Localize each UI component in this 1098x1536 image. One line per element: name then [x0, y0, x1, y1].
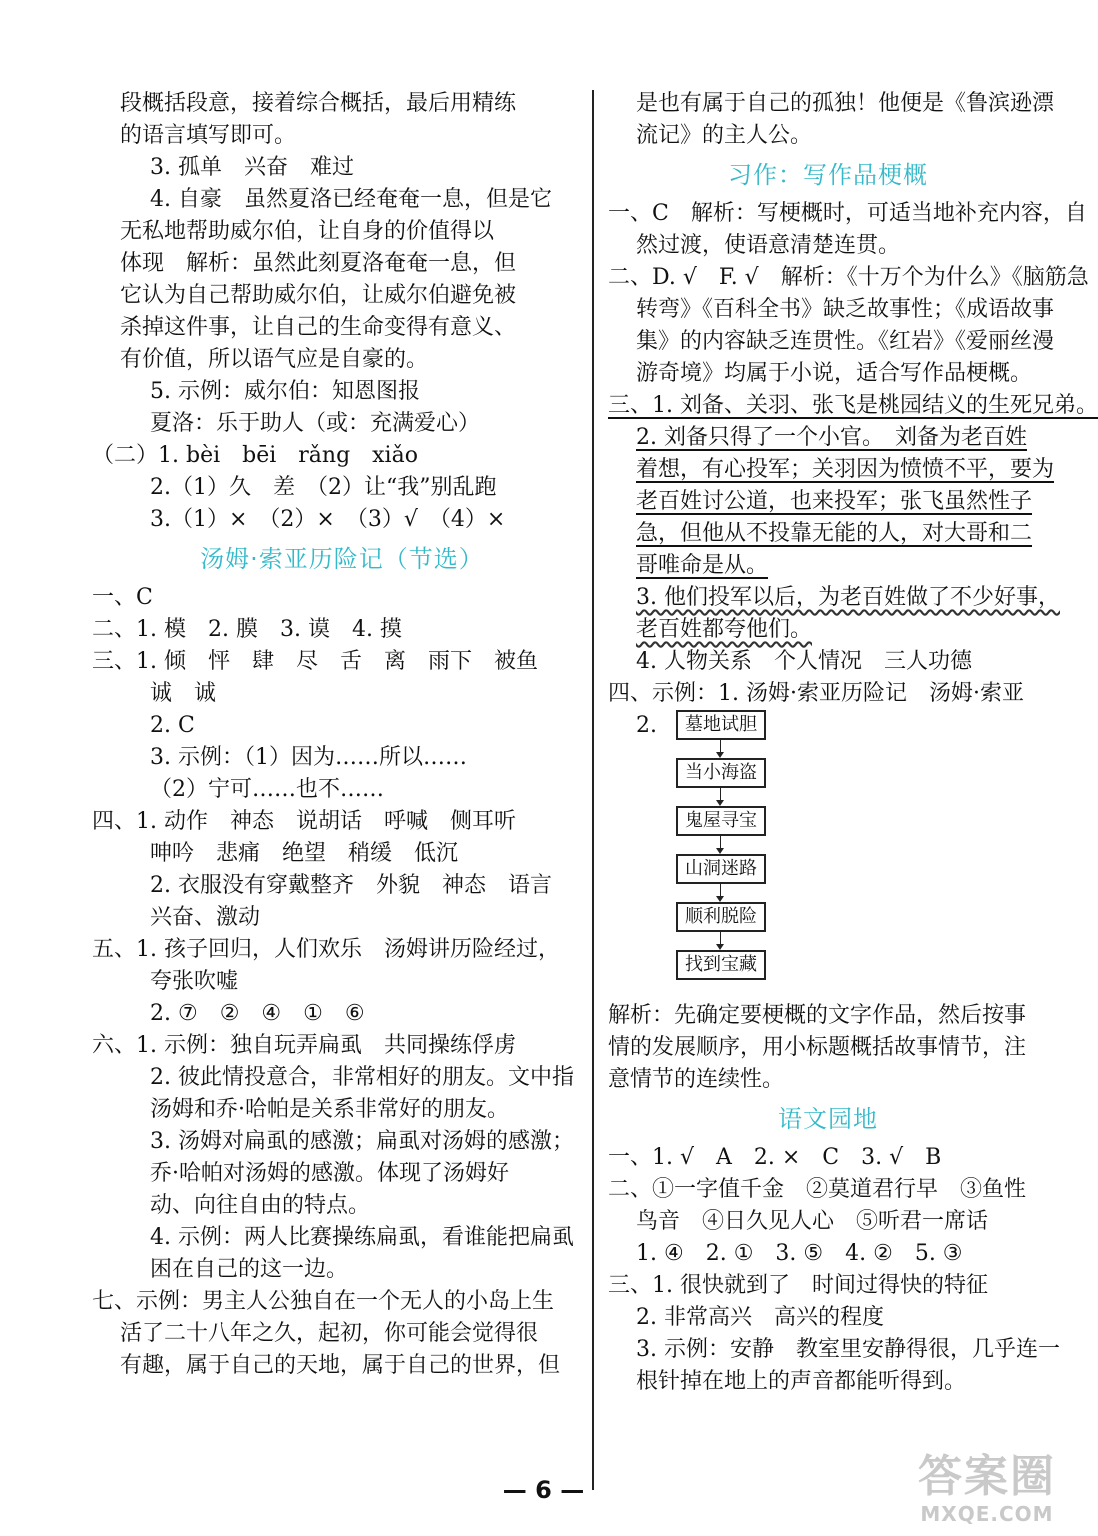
answer-text: 六、1. 示例：独自玩弄扁虱 共同操练俘虏	[92, 1033, 516, 1058]
answer-text: 动、向往自由的特点。	[150, 1193, 371, 1218]
answer-line	[608, 230, 1048, 262]
section-heading-writing: 习作：写作品梗概	[728, 161, 928, 189]
answer-line	[608, 1238, 1048, 1270]
answer-text: 5. 示例：威尔伯：知恩图报	[150, 379, 420, 404]
answer-line	[92, 998, 592, 1030]
answer-text: 转弯》《百科全书》缺乏故事性；《成语故事	[636, 297, 1055, 322]
flowchart-section	[608, 710, 1048, 1000]
answer-text: 4. 人物关系 个人情况 三人功德	[636, 649, 972, 674]
answer-line	[92, 248, 592, 280]
answer-text: 急，但他从不投靠无能的人，对大哥和二	[636, 521, 1033, 546]
answer-text: 四、1. 动作 神态 说胡话 呼喊 侧耳听	[92, 809, 516, 834]
answer-line	[92, 1286, 592, 1318]
answer-line	[608, 486, 1048, 518]
answer-line	[608, 1142, 1048, 1174]
answer-text: 体现 解析：虽然此刻夏洛奄奄一息，但	[120, 251, 517, 276]
answer-text: 2.（1）久 差 （2）让“我”别乱跑	[150, 475, 497, 500]
answer-text: 2. ⑦ ② ④ ① ⑥	[150, 1001, 365, 1026]
story-flowchart	[676, 710, 796, 990]
answer-text: 3. 孤单 兴奋 难过	[150, 155, 354, 180]
column-divider	[592, 90, 594, 1490]
answer-line	[92, 742, 592, 774]
flowchart-arrow	[720, 836, 721, 852]
answer-text: 有价值，所以语气应是自豪的。	[120, 347, 429, 372]
answer-text: 2. 刘备只得了一个小官。 刘备为老百姓	[636, 425, 1027, 450]
flowchart-arrow	[720, 884, 721, 900]
answer-line	[92, 376, 592, 408]
answer-text: 乔·哈帕对汤姆的感激。体现了汤姆好	[150, 1161, 509, 1186]
answer-line	[92, 614, 592, 646]
answer-text: 根针掉在地上的声音都能听得到。	[636, 1369, 967, 1394]
answer-text: 无私地帮助威尔伯，让自身的价值得以	[120, 219, 495, 244]
answer-text: 3. 示例：安静 教室里安静得很，几乎连一	[636, 1337, 1060, 1362]
answer-line	[92, 216, 592, 248]
answer-line	[92, 184, 592, 216]
flowchart-analysis	[608, 1000, 1048, 1096]
answer-text: 老百姓讨公道，也来投军；张飞虽然性子	[636, 489, 1033, 514]
answer-text: 2. 彼此情投意合，非常相好的朋友。文中指	[150, 1065, 574, 1090]
answer-line	[92, 88, 592, 120]
answer-text: 汤姆和乔·哈帕是关系非常好的朋友。	[150, 1097, 509, 1122]
answer-line	[608, 1174, 1048, 1206]
answer-text: 夏洛：乐于助人（或：充满爱心）	[150, 411, 481, 436]
answer-text: 情的发展顺序，用小标题概括故事情节，注	[608, 1035, 1027, 1060]
answer-line	[92, 440, 592, 472]
answer-line	[92, 472, 592, 504]
answer-text: 一、1. √ A 2. × C 3. √ B	[608, 1145, 942, 1170]
answer-text: 意情节的连续性。	[608, 1067, 785, 1092]
answer-text: 着想，有心投军；关羽因为愤愤不平，要为	[636, 457, 1055, 482]
answer-line	[608, 358, 1048, 390]
answer-text: 七、示例：男主人公独自在一个无人的小岛上生	[92, 1289, 555, 1314]
flowchart-arrow	[720, 740, 721, 756]
section-heading-tom-sawyer: 汤姆·索亚历险记（节选）	[200, 545, 484, 573]
answer-text: 是也有属于自己的孤独！他便是《鲁滨逊漂	[636, 91, 1055, 116]
answer-line	[608, 614, 1048, 646]
flowchart-step: 顺利脱险	[676, 902, 766, 932]
answer-text: 4. 示例：两人比赛操练扁虱，看谁能把扁虱	[150, 1225, 574, 1250]
answer-line	[92, 152, 592, 184]
answer-line	[92, 1158, 592, 1190]
answer-line	[608, 518, 1048, 550]
answer-text: 困在自己的这一边。	[150, 1257, 349, 1282]
answer-line	[92, 902, 592, 934]
answer-text: 2. 非常高兴 高兴的程度	[636, 1305, 884, 1330]
answer-text: 杀掉这件事，让自己的生命变得有意义、	[120, 315, 517, 340]
answer-line	[608, 198, 1087, 230]
answer-line	[92, 344, 592, 376]
answer-text: 三、1. 很快就到了 时间过得快的特征	[608, 1273, 988, 1298]
answer-line	[92, 582, 592, 614]
answer-line	[608, 678, 1048, 710]
flowchart-step: 山洞迷路	[676, 854, 766, 884]
writing-answers	[608, 198, 1098, 710]
answer-line	[92, 838, 592, 870]
answer-line	[608, 1032, 1048, 1064]
answer-line	[92, 678, 592, 710]
left-top-section	[92, 88, 592, 536]
right-column	[608, 88, 1098, 1398]
answer-line	[608, 120, 1048, 152]
answer-line	[608, 454, 1055, 486]
answer-text: 4. 自豪 虽然夏洛已经奄奄一息，但是它	[150, 187, 552, 212]
answer-text: 有趣，属于自己的天地，属于自己的世界，但	[120, 1353, 561, 1378]
answer-line	[92, 120, 592, 152]
answer-line	[608, 1206, 1048, 1238]
answer-line	[92, 870, 592, 902]
answer-line	[608, 390, 1098, 422]
answer-text: （二）1. bèi bēi rǎng xiǎo	[92, 443, 418, 468]
answer-text: 2. C	[150, 713, 195, 738]
answer-text: 段概括段意，接着综合概括，最后用精练	[120, 91, 517, 116]
answer-text: 夸张吹嘘	[150, 969, 239, 994]
answer-text: 流记》的主人公。	[636, 123, 813, 148]
answer-line	[92, 408, 592, 440]
flowchart-step: 当小海盗	[676, 758, 766, 788]
answer-text: 兴奋、激动	[150, 905, 261, 930]
answer-line	[608, 1366, 1048, 1398]
answer-text: 1. ④ 2. ① 3. ⑤ 4. ② 5. ③	[636, 1241, 963, 1266]
answer-text: 一、C 解析：写梗概时，可适当地补充内容，自	[608, 201, 1087, 226]
answer-line	[608, 646, 1048, 678]
answer-line	[608, 326, 1055, 358]
left-bottom-section	[92, 582, 592, 1382]
section-heading-yuwen-yuandi: 语文园地	[778, 1105, 878, 1133]
flowchart-arrow	[720, 788, 721, 804]
answer-text: 二、①一字值千金 ②莫道君行早 ③鱼性	[608, 1177, 1027, 1202]
answer-text: 游奇境》均属于小说，适合写作品梗概。	[636, 361, 1033, 386]
answer-text: 解析：先确定要梗概的文字作品，然后按事	[608, 1003, 1027, 1028]
answer-line	[92, 1318, 592, 1350]
answer-text: 四、示例：1. 汤姆·索亚历险记 汤姆·索亚	[608, 681, 1024, 706]
left-column	[92, 88, 592, 1382]
answer-line	[608, 88, 1055, 120]
answer-line	[608, 1270, 1048, 1302]
answer-line	[92, 1094, 592, 1126]
answer-text: 哥唯命是从。	[636, 553, 769, 578]
answer-text: 老百姓都夸他们。	[636, 617, 813, 642]
answer-line	[608, 422, 1048, 454]
answer-line	[92, 504, 592, 536]
page-number: — 6 —	[502, 1476, 585, 1504]
answer-text: 3. 汤姆对扁虱的感激；扁虱对汤姆的感激；	[150, 1129, 574, 1154]
answer-line	[92, 646, 592, 678]
answer-text: 鸟音 ④日久见人心 ⑤听君一席话	[636, 1209, 989, 1234]
watermark-logo-text: 答案圈	[918, 1451, 1056, 1502]
answer-line	[92, 806, 592, 838]
watermark-logo	[907, 1452, 1067, 1526]
answer-text: （2）宁可……也不……	[150, 777, 384, 802]
answer-line	[92, 1030, 592, 1062]
answer-line	[608, 550, 1048, 582]
answer-text: 2. 衣服没有穿戴整齐 外貌 神态 语言	[150, 873, 552, 898]
answer-text: 三、1. 刘备、关羽、张飞是桃园结义的生死兄弟。	[608, 393, 1098, 418]
answer-line	[92, 1126, 592, 1158]
answer-line	[92, 710, 592, 742]
answer-line	[92, 774, 592, 806]
answer-line	[92, 966, 592, 998]
answer-text: 的语言填写即可。	[120, 123, 297, 148]
answer-line	[92, 1350, 592, 1382]
answer-text: 然过渡，使语意清楚连贯。	[636, 233, 901, 258]
right-top-section	[608, 88, 1055, 152]
answer-line	[608, 582, 1060, 614]
answer-line	[92, 312, 592, 344]
answer-line	[608, 1334, 1060, 1366]
answer-text: 3. 他们投军以后，为老百姓做了不少好事，	[636, 585, 1060, 610]
answer-text: 3. 示例：（1）因为……所以……	[150, 745, 467, 770]
answer-text: 一、C	[92, 585, 153, 610]
answer-text: 集》的内容缺乏连贯性。《红岩》《爱丽丝漫	[636, 329, 1055, 354]
flowchart-step: 找到宝藏	[676, 950, 766, 980]
yuwen-answers	[608, 1142, 1060, 1398]
answer-text: 五、1. 孩子回归，人们欢乐 汤姆讲历险经过，	[92, 937, 560, 962]
answer-text: 诚 诚	[150, 681, 217, 706]
answer-line	[608, 1064, 1048, 1096]
answer-text: 它认为自己帮助威尔伯，让威尔伯避免被	[120, 283, 517, 308]
answer-line	[608, 294, 1055, 326]
flowchart-label: 2.	[636, 713, 657, 738]
answer-line	[608, 262, 1089, 294]
answer-text: 二、1. 模 2. 膜 3. 谟 4. 摸	[92, 617, 402, 642]
answer-text: 三、1. 倾 怦 肆 尽 舌 离 雨下 被鱼	[92, 649, 538, 674]
answer-text: 3.（1）× （2）× （3）√ （4）×	[150, 507, 506, 532]
answer-text: 二、D. √ F. √ 解析：《十万个为什么》《脑筋急	[608, 265, 1089, 290]
answer-line	[92, 1254, 592, 1286]
flowchart-step: 墓地试胆	[676, 710, 766, 740]
watermark-url: MXQE.COM	[920, 1502, 1054, 1526]
answer-text: 活了二十八年之久，起初，你可能会觉得很	[120, 1321, 539, 1346]
answer-line	[92, 1190, 592, 1222]
answer-line	[608, 1000, 1048, 1032]
answer-line	[92, 1222, 592, 1254]
answer-line	[608, 1302, 1048, 1334]
flowchart-step: 鬼屋寻宝	[676, 806, 766, 836]
answer-line	[92, 934, 592, 966]
answer-line	[92, 1062, 592, 1094]
flowchart-arrow	[720, 932, 721, 948]
answer-line	[92, 280, 592, 312]
answer-text: 呻吟 悲痛 绝望 稍缓 低沉	[150, 841, 459, 866]
